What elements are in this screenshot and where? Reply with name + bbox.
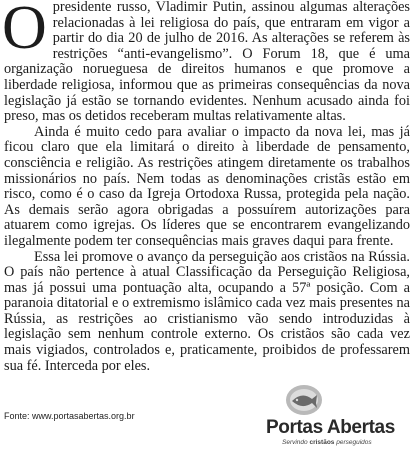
tagline-bold: cristãos bbox=[309, 439, 335, 446]
portas-abertas-logo bbox=[262, 383, 410, 451]
paragraph-1 bbox=[4, 0, 410, 125]
source-credit: Fonte: www.portasabertas.org.br bbox=[4, 411, 135, 421]
paragraph-1-text: presidente russo, Vladimir Putin, assinou algumas alterações relacionadas à lei religiosa do país, que entraram em vigor a partir do dia 20 de julho de 2016. As alterações se referem às restrições “anti-evangelismo”. O Forum 18, que é uma organização norueguesa de direitos humanos e que promove a liberdade religiosa, informou que as primeiras consequências da nova legislação já estão se tornando evidentes. Nenhum acusado ainda foi preso, mas os detidos receberam multas relativamente altas. bbox=[4, 0, 410, 125]
drop-cap: O bbox=[2, 0, 47, 62]
logo-tagline bbox=[282, 439, 372, 446]
article-body bbox=[4, 0, 410, 374]
logo-name: Portas Abertas bbox=[266, 417, 395, 438]
tagline-suffix: perseguidos bbox=[334, 439, 372, 446]
paragraph-2: Ainda é muito cedo para avaliar o impacto da nova lei, mas já ficou claro que ela limitará o direito à liberdade de pensamento, consciência e religião. As restrições atingem diretamente os trabalhos missionários no país. Nem todas as denominações cristãs estão em risco, como é o caso da Igreja Ortodoxa Russa, protegida pela nação. As demais serão agora obrigadas a possuírem autorizações para atuarem como igrejas. Os líderes que se encontrarem evangelizando ilegalmente podem ter consequências mais graves daqui para frente. bbox=[4, 123, 410, 249]
fish-emblem-icon bbox=[284, 383, 324, 417]
paragraph-3: Essa lei promove o avanço da perseguição aos cristãos na Rússia. O país não pertence à atual Classificação da Perseguição Religiosa, mas já possui uma pontuação alta, ocupando a 57ª posição. Com a paranoia ditatorial e o extremismo islâmico cada vez mais presentes na Rússia, as restrições ao cristianismo vão sendo introduzidas à legislação sem nenhum controle externo. Os cristãos são cada vez mais vigiados, controlados e, praticamente, proibidos de professarem sua fé. Interceda por eles. bbox=[4, 248, 410, 374]
tagline-prefix: Servindo bbox=[282, 439, 310, 446]
